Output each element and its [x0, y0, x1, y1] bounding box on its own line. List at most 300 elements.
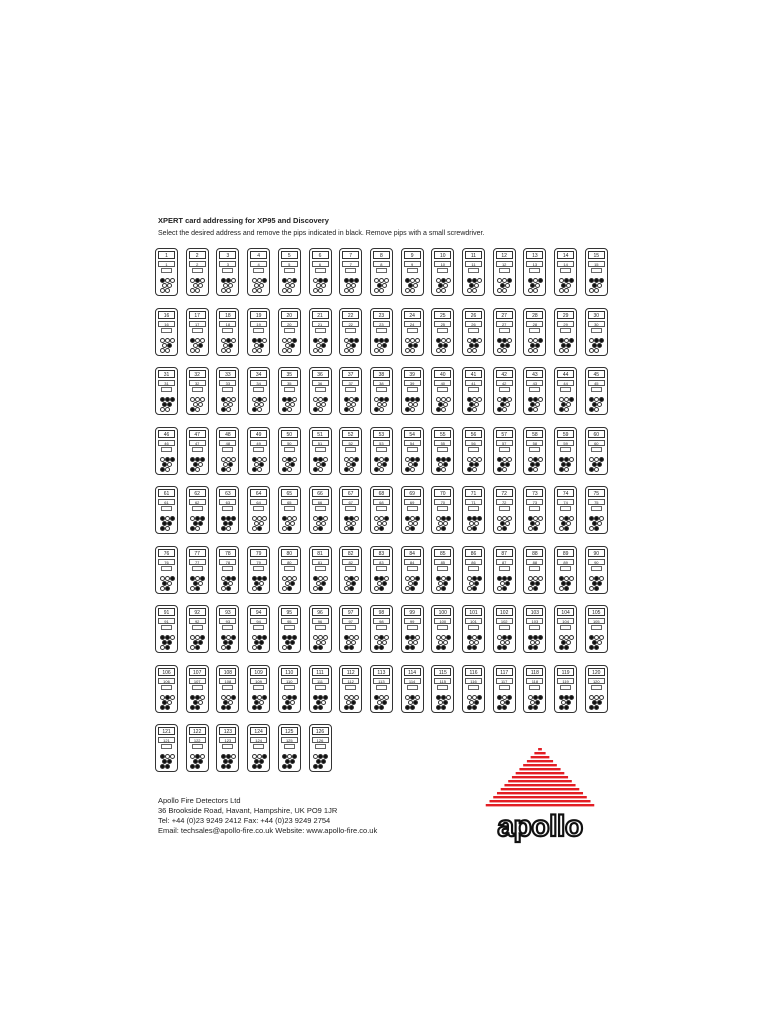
pip [257, 407, 262, 412]
address-card [309, 546, 332, 594]
pip-cluster [494, 512, 515, 534]
card-address-label: 19 [250, 321, 267, 327]
card-address-label: 34 [250, 380, 267, 386]
card-window [253, 268, 264, 273]
pip [408, 462, 413, 467]
address-card [278, 248, 301, 296]
pip [410, 288, 415, 293]
pip [231, 338, 236, 343]
card-window [499, 625, 510, 630]
pip [344, 695, 349, 700]
card-address-number: 54 [404, 430, 421, 438]
pip [226, 288, 231, 293]
address-card [247, 605, 270, 653]
pip [443, 700, 448, 705]
card-window [284, 744, 295, 749]
pip [467, 457, 472, 462]
card-address-label: 61 [158, 499, 175, 505]
card-window [437, 328, 448, 333]
pip-cluster [217, 393, 238, 415]
pip [564, 526, 569, 531]
address-card [155, 665, 178, 713]
card-address-label: 2 [189, 261, 206, 267]
card-address-number: 71 [465, 489, 482, 497]
pip [467, 288, 472, 293]
pip [287, 764, 292, 769]
pip [382, 343, 387, 348]
pip [200, 695, 205, 700]
card-window [222, 268, 233, 273]
pip [564, 705, 569, 710]
address-card [247, 546, 270, 594]
card-address-number: 32 [189, 370, 206, 378]
pip [165, 348, 170, 353]
pip [262, 576, 267, 581]
card-address-label: 85 [434, 559, 451, 565]
pip [226, 467, 231, 472]
pip [410, 348, 415, 353]
card-window [468, 566, 479, 571]
card-address-label: 98 [373, 618, 390, 624]
pip [594, 645, 599, 650]
card-window [253, 506, 264, 511]
card-address-number: 96 [312, 608, 329, 616]
address-card [216, 427, 239, 475]
card-address-label: 32 [189, 380, 206, 386]
address-card [216, 546, 239, 594]
card-address-number: 31 [158, 370, 175, 378]
card-address-number: 46 [158, 430, 175, 438]
card-address-number: 120 [588, 668, 605, 676]
pip [505, 462, 510, 467]
card-address-label: 40 [434, 380, 451, 386]
pip-cluster [432, 274, 453, 296]
pip [287, 348, 292, 353]
pip [160, 645, 165, 650]
pip [566, 581, 571, 586]
pip [559, 705, 564, 710]
card-address-label: 115 [434, 678, 451, 684]
card-window [161, 447, 172, 452]
pip [467, 705, 472, 710]
pip [349, 586, 354, 591]
card-window [315, 328, 326, 333]
pip [316, 462, 321, 467]
pip [507, 338, 512, 343]
pip [559, 695, 564, 700]
card-window [529, 268, 540, 273]
pip [252, 526, 257, 531]
address-card [585, 427, 608, 475]
pip-cluster [432, 453, 453, 475]
pip [228, 462, 233, 467]
address-card [554, 605, 577, 653]
card-address-number: 72 [496, 489, 513, 497]
pip-cluster [340, 631, 361, 653]
pip-cluster [555, 631, 576, 653]
company-contact-block [158, 796, 377, 836]
pip [257, 526, 262, 531]
card-window [529, 328, 540, 333]
pip [505, 581, 510, 586]
pip [167, 581, 172, 586]
pip [195, 586, 200, 591]
address-card [309, 308, 332, 356]
pip [252, 695, 257, 700]
pip [287, 586, 292, 591]
pip [472, 407, 477, 412]
card-window [560, 328, 571, 333]
card-address-label: 42 [496, 380, 513, 386]
pip [252, 338, 257, 343]
card-window [161, 685, 172, 690]
card-address-label: 57 [496, 440, 513, 446]
card-address-label: 43 [526, 380, 543, 386]
pip [344, 586, 349, 591]
logo-wordmark: apollo [497, 810, 583, 843]
pip [408, 700, 413, 705]
pip [160, 576, 165, 581]
card-address-number: 115 [434, 668, 451, 676]
pip [502, 526, 507, 531]
pip [257, 705, 262, 710]
document-title: XPERT card addressing for XP95 and Discovery [158, 216, 329, 225]
logo-stripe [508, 780, 572, 782]
card-address-number: 86 [465, 549, 482, 557]
card-address-label: 102 [496, 618, 513, 624]
pip [292, 576, 297, 581]
card-address-label: 126 [312, 737, 329, 743]
pip [354, 338, 359, 343]
pip [318, 645, 323, 650]
pip [318, 526, 323, 531]
pip [226, 764, 231, 769]
address-card [401, 665, 424, 713]
pip [316, 581, 321, 586]
pip [505, 700, 510, 705]
pip [165, 576, 170, 581]
card-address-number: 26 [465, 311, 482, 319]
pip [228, 700, 233, 705]
card-address-label: 65 [281, 499, 298, 505]
pip-cluster [524, 393, 545, 415]
pip-cluster [217, 631, 238, 653]
address-card [339, 308, 362, 356]
pip [259, 462, 264, 467]
card-window [161, 328, 172, 333]
card-address-label: 51 [312, 440, 329, 446]
pip [566, 700, 571, 705]
pip [170, 457, 175, 462]
card-window [468, 506, 479, 511]
card-address-label: 3 [219, 261, 236, 267]
pip [443, 343, 448, 348]
card-window [284, 268, 295, 273]
card-address-number: 4 [250, 251, 267, 259]
pip [441, 467, 446, 472]
card-address-label: 63 [219, 499, 236, 505]
card-window [315, 447, 326, 452]
pip [533, 526, 538, 531]
card-window [284, 506, 295, 511]
card-address-number: 15 [588, 251, 605, 259]
card-address-label: 93 [219, 618, 236, 624]
pip [195, 288, 200, 293]
pip [349, 338, 354, 343]
card-address-number: 50 [281, 430, 298, 438]
card-window [284, 387, 295, 392]
card-address-number: 98 [373, 608, 390, 616]
pip [446, 576, 451, 581]
pip [564, 695, 569, 700]
pip [349, 407, 354, 412]
pip [382, 462, 387, 467]
pip [472, 288, 477, 293]
pip-cluster [586, 631, 607, 653]
pip-cluster [156, 512, 177, 534]
card-address-number: 65 [281, 489, 298, 497]
card-address-label: 7 [342, 261, 359, 267]
card-window [222, 625, 233, 630]
card-window [192, 328, 203, 333]
card-address-number: 16 [158, 311, 175, 319]
card-window [560, 625, 571, 630]
card-address-label: 99 [404, 618, 421, 624]
pip [410, 705, 415, 710]
pip [160, 705, 165, 710]
company-address: 36 Brookside Road, Havant, Hampshire, UK PO9 1JR [158, 806, 338, 815]
pip [321, 462, 326, 467]
pip [382, 640, 387, 645]
pip [193, 581, 198, 586]
pip [198, 581, 203, 586]
card-address-label: 49 [250, 440, 267, 446]
card-window [560, 447, 571, 452]
card-window [376, 685, 387, 690]
address-card [370, 486, 393, 534]
pip [382, 283, 387, 288]
pip [408, 343, 413, 348]
address-card [431, 248, 454, 296]
card-address-number: 45 [588, 370, 605, 378]
card-address-number: 7 [342, 251, 359, 259]
address-card [155, 367, 178, 415]
pip-cluster [586, 512, 607, 534]
pip [502, 348, 507, 353]
card-address-label: 4 [250, 261, 267, 267]
pip [257, 457, 262, 462]
card-window [407, 328, 418, 333]
pip [379, 645, 384, 650]
pip-cluster [187, 393, 208, 415]
pip-cluster [494, 572, 515, 594]
pip-cluster [248, 393, 269, 415]
card-address-number: 114 [404, 668, 421, 676]
address-card [247, 427, 270, 475]
card-address-label: 71 [465, 499, 482, 505]
pip-cluster [156, 453, 177, 475]
pip [195, 407, 200, 412]
address-card [186, 605, 209, 653]
pip [467, 338, 472, 343]
card-address-label: 37 [342, 380, 359, 386]
logo-stripe [486, 804, 595, 806]
pip [382, 402, 387, 407]
card-address-number: 8 [373, 251, 390, 259]
card-address-number: 25 [434, 311, 451, 319]
address-card [186, 724, 209, 772]
pip-cluster [555, 334, 576, 356]
address-card [523, 605, 546, 653]
pip [382, 581, 387, 586]
address-card [186, 308, 209, 356]
card-window [376, 268, 387, 273]
pip [538, 338, 543, 343]
pip-cluster [156, 274, 177, 296]
pip [533, 645, 538, 650]
pip-cluster [555, 691, 576, 713]
card-address-label: 97 [342, 618, 359, 624]
pip [474, 581, 479, 586]
card-window [161, 387, 172, 392]
pip [441, 526, 446, 531]
card-window [560, 685, 571, 690]
pip-cluster [555, 393, 576, 415]
pip [500, 700, 505, 705]
card-window [468, 328, 479, 333]
pip [287, 467, 292, 472]
pip [415, 576, 420, 581]
address-card [401, 486, 424, 534]
card-address-number: 48 [219, 430, 236, 438]
card-window [529, 447, 540, 452]
pip-cluster [463, 274, 484, 296]
address-card [339, 367, 362, 415]
card-address-number: 59 [557, 430, 574, 438]
pip [160, 457, 165, 462]
pip [413, 581, 418, 586]
pip-cluster [310, 631, 331, 653]
card-window [591, 447, 602, 452]
pip-cluster [217, 453, 238, 475]
card-window [591, 566, 602, 571]
address-card [339, 665, 362, 713]
card-address-label: 118 [526, 678, 543, 684]
pip-cluster [402, 512, 423, 534]
card-window [560, 268, 571, 273]
card-window [192, 387, 203, 392]
card-address-label: 52 [342, 440, 359, 446]
pip-cluster [463, 631, 484, 653]
pip [415, 695, 420, 700]
address-card [401, 248, 424, 296]
card-address-label: 39 [404, 380, 421, 386]
pip [474, 462, 479, 467]
card-window [315, 744, 326, 749]
pip [287, 645, 292, 650]
card-window [376, 566, 387, 571]
pip [467, 695, 472, 700]
address-card [370, 367, 393, 415]
address-card [216, 665, 239, 713]
pip [472, 457, 477, 462]
pip [195, 645, 200, 650]
card-window [499, 328, 510, 333]
pip [200, 457, 205, 462]
pip [262, 695, 267, 700]
card-address-label: 92 [189, 618, 206, 624]
card-window [591, 625, 602, 630]
card-address-label: 44 [557, 380, 574, 386]
card-window [253, 328, 264, 333]
pip-cluster [340, 274, 361, 296]
card-address-label: 79 [250, 559, 267, 565]
card-address-number: 42 [496, 370, 513, 378]
card-window [376, 447, 387, 452]
card-window [161, 625, 172, 630]
card-window [499, 685, 510, 690]
pip-cluster [586, 334, 607, 356]
card-address-number: 61 [158, 489, 175, 497]
pip-cluster [371, 453, 392, 475]
pip [318, 467, 323, 472]
pip [594, 467, 599, 472]
card-window [192, 566, 203, 571]
card-address-label: 54 [404, 440, 421, 446]
card-window [222, 447, 233, 452]
pip-cluster [432, 512, 453, 534]
card-address-label: 124 [250, 737, 267, 743]
pip [318, 348, 323, 353]
address-card [370, 546, 393, 594]
address-card [554, 665, 577, 713]
address-card [339, 486, 362, 534]
pip-cluster [156, 631, 177, 653]
card-window [161, 268, 172, 273]
pip [538, 516, 543, 521]
card-address-label: 35 [281, 380, 298, 386]
pip-cluster [371, 393, 392, 415]
card-address-number: 58 [526, 430, 543, 438]
pip-cluster [310, 453, 331, 475]
pip [472, 467, 477, 472]
card-window [407, 506, 418, 511]
pip-cluster [340, 572, 361, 594]
logo-stripe [523, 764, 557, 766]
pip [507, 695, 512, 700]
card-window [376, 387, 387, 392]
pip [446, 457, 451, 462]
card-address-label: 14 [557, 261, 574, 267]
card-window [437, 685, 448, 690]
card-address-label: 64 [250, 499, 267, 505]
pip [559, 645, 564, 650]
address-card [186, 486, 209, 534]
pip [408, 581, 413, 586]
card-address-label: 67 [342, 499, 359, 505]
pip [505, 343, 510, 348]
pip [472, 576, 477, 581]
pip-cluster [217, 691, 238, 713]
card-window [529, 506, 540, 511]
card-window [345, 566, 356, 571]
pip [413, 700, 418, 705]
card-address-label: 5 [281, 261, 298, 267]
pip [349, 526, 354, 531]
card-address-label: 59 [557, 440, 574, 446]
pip [292, 695, 297, 700]
pip-cluster [463, 572, 484, 594]
